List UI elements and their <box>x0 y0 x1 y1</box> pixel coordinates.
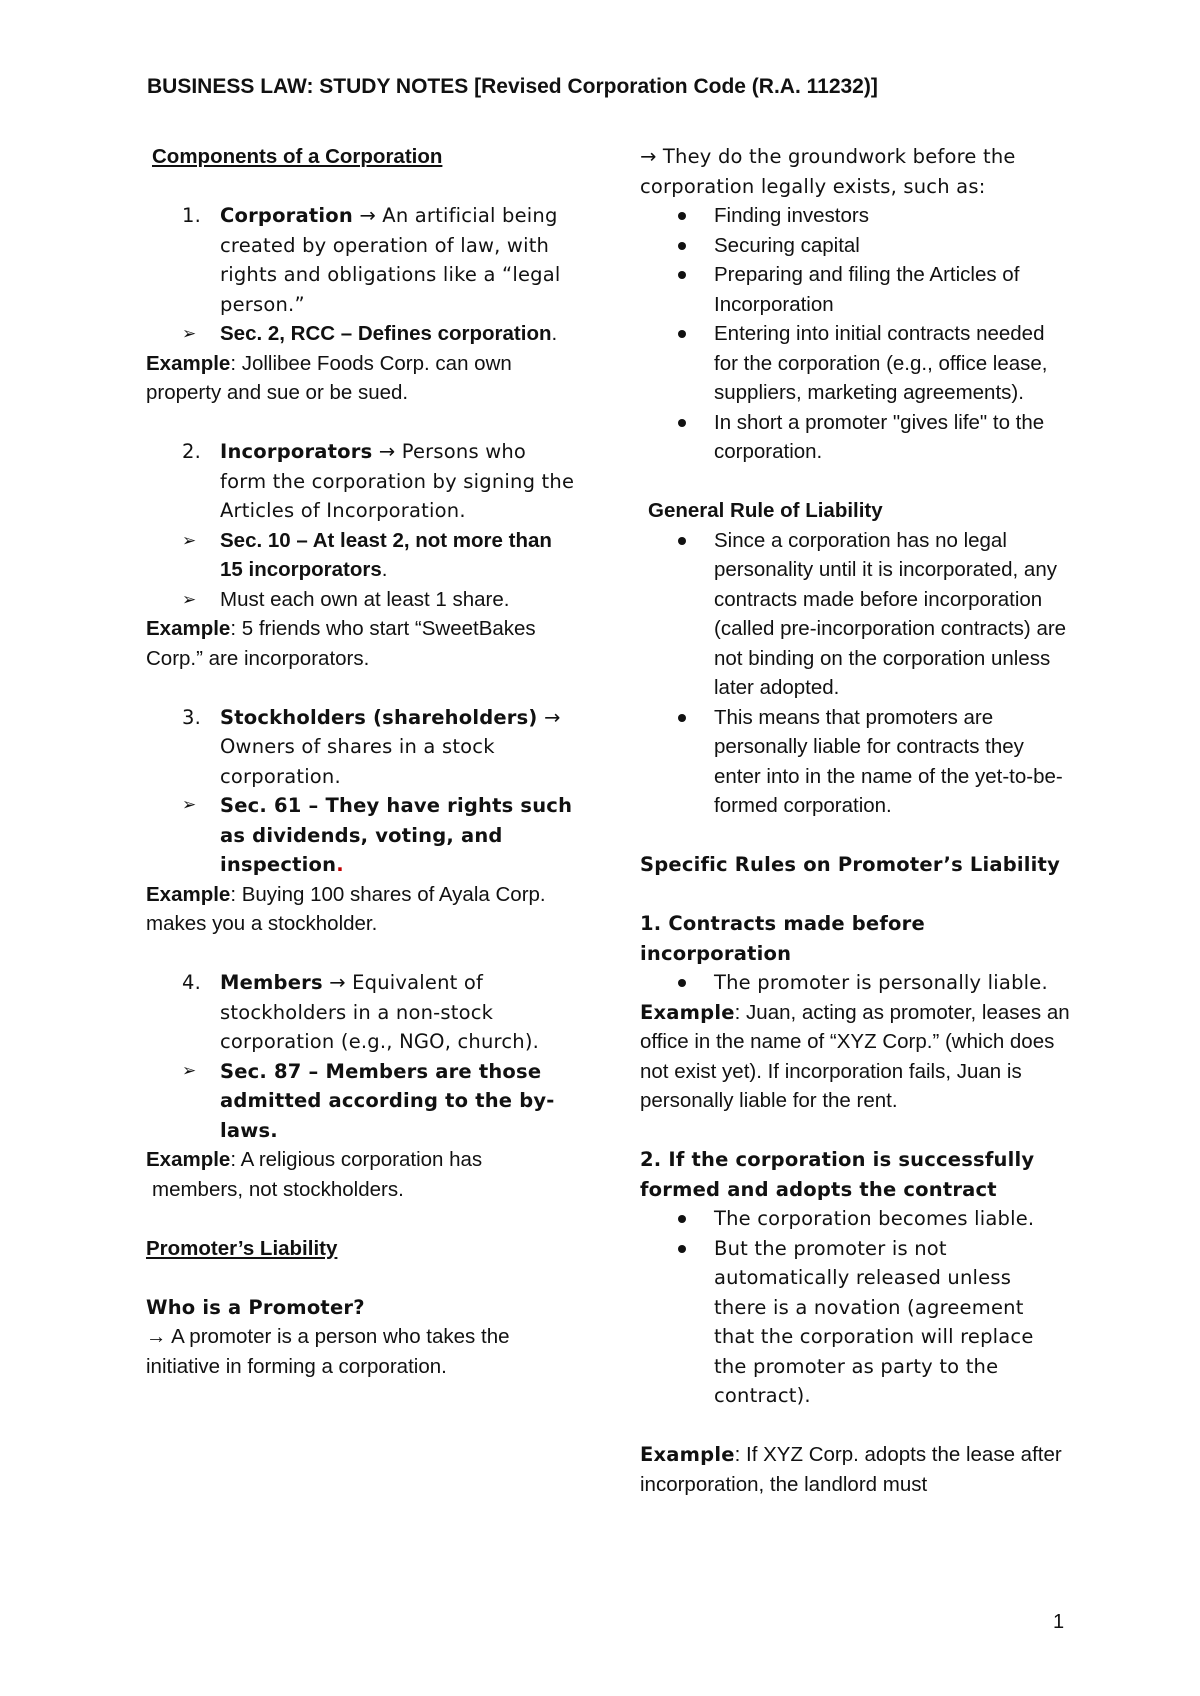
general-rule-heading: General Rule of Liability <box>648 499 883 522</box>
list-item: Securing capital <box>640 231 1070 261</box>
specific-rules-heading: Specific Rules on Promoter’s Liability <box>640 853 1060 876</box>
right-column <box>640 142 1070 1499</box>
list-item: In short a promoter "gives life" to the corporation. <box>640 408 1070 467</box>
list-item: The promoter is personally liable. <box>640 968 1070 998</box>
list-item: Since a corporation has no legal personality until it is incorporated, any contracts made before incorporation (called pre-incorporation contracts) are not binding on the corporation unless later adopted. <box>640 526 1070 703</box>
arrowhead-bullet-icon: ➢ <box>182 530 197 550</box>
list-item: Finding investors <box>640 201 1070 231</box>
bullet-icon <box>678 1215 686 1223</box>
bullet-icon <box>678 330 686 338</box>
list-item <box>146 703 576 792</box>
item-number: 2. <box>182 440 202 463</box>
list-item <box>146 437 576 526</box>
bullet-icon <box>678 212 686 220</box>
item-term: Corporation <box>220 204 353 227</box>
bullet-icon <box>678 1245 686 1253</box>
item-description: → Persons who form the corporation by signing the Articles of Incorporation. <box>220 440 575 522</box>
bullet-icon <box>678 714 686 722</box>
list-item: But the promoter is not automatically released unless there is a novation (agreement that the corporation will replace the promoter as party to the contract). <box>640 1234 1070 1411</box>
item-number: 1. <box>182 204 202 227</box>
list-item: Entering into initial contracts needed for the corporation (e.g., office lease, suppliers, marketing agreements). <box>640 319 1070 408</box>
arrowhead-bullet-icon: ➢ <box>182 324 197 343</box>
who-is-promoter-heading: Who is a Promoter? <box>146 1295 365 1319</box>
example: Example: Buying 100 shares of Ayala Corp. makes you a stockholder. <box>146 882 546 935</box>
item-term: Stockholders (shareholders) <box>220 705 538 729</box>
bullet-icon <box>678 419 686 427</box>
item-number: 4. <box>182 971 202 994</box>
promoter-liability-heading: Promoter’s Liability <box>146 1236 338 1260</box>
item-description: → Equivalent of stockholders in a non-stock corporation (e.g., NGO, church). <box>220 971 540 1053</box>
list-item: Preparing and filing the Articles of Incorporation <box>640 260 1070 319</box>
groundwork-intro: → They do the groundwork before the corporation legally exists, such as: <box>640 145 1016 198</box>
bullet-icon <box>678 242 686 250</box>
arrowhead-bullet-icon: ➢ <box>182 1060 197 1081</box>
section-note: ➢ Must each own at least 1 share. <box>146 585 576 615</box>
who-is-promoter-text: → A promoter is a person who takes the initiative in forming a corporation. <box>146 1325 510 1378</box>
item-term: Members <box>220 971 323 994</box>
section-note: ➢ Sec. 87 – Members are those admitted according to the by-laws. <box>146 1057 576 1146</box>
list-item <box>146 201 576 319</box>
bullet-icon <box>678 271 686 279</box>
page-number: 1 <box>1053 1611 1065 1633</box>
item-description: → Owners of shares in a stock corporation. <box>220 705 561 788</box>
bullet-icon <box>678 979 686 987</box>
list-item: This means that promoters are personally liable for contracts they enter into in the name of the yet-to-be-formed corporation. <box>640 703 1070 821</box>
arrowhead-bullet-icon: ➢ <box>182 589 197 609</box>
example: Example: Jollibee Foods Corp. can own property and sue or be sued. <box>146 351 512 404</box>
item-description: → An artificial being created by operation of law, with rights and obligations like a “legal person.” <box>220 204 561 316</box>
rule1-heading: 1. Contracts made before incorporation <box>640 912 925 965</box>
rule2-heading: 2. If the corporation is successfully formed and adopts the contract <box>640 1148 1035 1201</box>
section-note: ➢ Sec. 61 – They have rights such as dividends, voting, and inspection. <box>146 791 576 880</box>
section-note: ➢ Sec. 10 – At least 2, not more than 15 incorporators. <box>146 526 576 585</box>
arrowhead-bullet-icon: ➢ <box>182 795 197 815</box>
example: Example: 5 friends who start “SweetBakes Corp.” are incorporators. <box>146 617 536 670</box>
components-heading: Components of a Corporation <box>152 145 443 168</box>
section-note: ➢ Sec. 2, RCC – Defines corporation. <box>146 319 576 349</box>
list-item <box>146 968 576 1057</box>
example: Example: A religious corporation has members, not stockholders. <box>146 1148 483 1201</box>
item-term: Incorporators <box>220 440 373 463</box>
example: Example: Juan, acting as promoter, leases an office in the name of “XYZ Corp.” (which does not exist yet). If incorporation fails, Juan is personally liable for the rent. <box>640 1000 1070 1112</box>
list-item: The corporation becomes liable. <box>640 1204 1070 1234</box>
left-column <box>146 142 576 1381</box>
item-number: 3. <box>182 705 202 729</box>
bullet-icon <box>678 537 686 545</box>
document-title: BUSINESS LAW: STUDY NOTES [Revised Corporation Code (R.A. 11232)] <box>147 75 878 98</box>
example: Example: If XYZ Corp. adopts the lease after incorporation, the landlord must <box>640 1443 1062 1496</box>
